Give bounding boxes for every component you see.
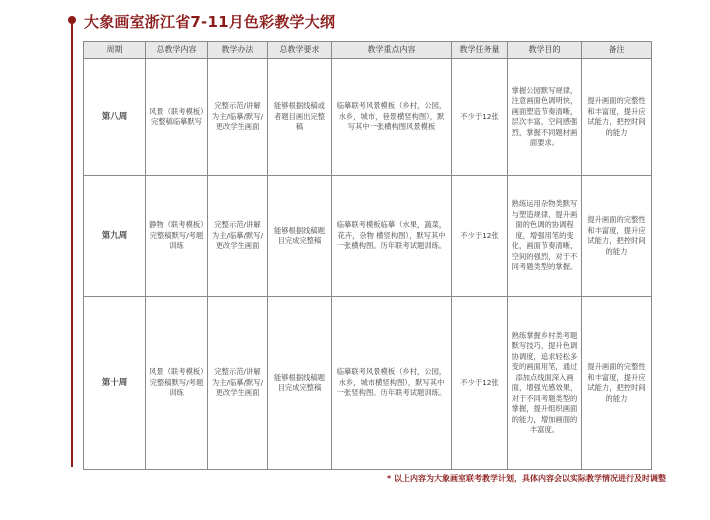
method-cell: 完整示范/讲解为主/临摹/默写/更改学生画面 [208, 176, 268, 297]
header-week: 周期 [84, 42, 146, 59]
content-cell: 静物（联考模板）完整稿默写/考题训练 [146, 176, 208, 297]
content-cell: 风景（联考模板）完整稿临摹默写 [146, 59, 208, 176]
header-remark: 备注 [582, 42, 652, 59]
requirement-cell: 能够根据线稿或者题目画出完整稿 [268, 59, 332, 176]
focus-cell: 临摹联考风景模板（乡村，公园，水乡，城市横竖构图），默写其中一张竖构图。历年联考试题训练。 [332, 297, 452, 470]
footnote: * 以上内容为大象画室联考教学计划，具体内容会以实际教学情况进行及时调整 [387, 474, 666, 483]
remark-cell: 提升画面的完整性和丰富度，提升应试能力，把控时间的能力 [582, 176, 652, 297]
purpose-cell: 掌握公园默写规律，注意画面色调明快，画面塑造节奏清晰，层次丰富，空间感强烈，掌握不同题材画面要求。 [508, 59, 582, 176]
remark-cell: 提升画面的完整性和丰富度，提升应试能力，把控时间的能力 [582, 59, 652, 176]
table-header-row [84, 42, 652, 59]
header-amount: 教学任务量 [452, 42, 508, 59]
header-purpose: 教学目的 [508, 42, 582, 59]
table-row [84, 59, 652, 176]
header-requirement: 总教学要求 [268, 42, 332, 59]
week-cell: 第九周 [84, 176, 146, 297]
content-cell: 风景（联考模板）完整稿默写/考题训练 [146, 297, 208, 470]
requirement-cell: 能够根据线稿题目完成完整稿 [268, 176, 332, 297]
remark-cell: 提升画面的完整性和丰富度，提升应试能力，把控时间的能力 [582, 297, 652, 470]
focus-cell: 临摹联考风景模板（乡村，公园，水乡，城市，巷景横竖构图），默写其中一张横构图风景模板 [332, 59, 452, 176]
page-title: 大象画室浙江省7-11月色彩教学大纲 [84, 13, 336, 31]
amount-cell: 不少于12张 [452, 297, 508, 470]
week-cell: 第八周 [84, 59, 146, 176]
requirement-cell: 能够根据线稿题目完成完整稿 [268, 297, 332, 470]
purpose-cell: 熟练掌握乡村类考题默写技巧，提升色调协调度，追求轻松多变的画面用笔，通过添加点线面深入画面，增强光感效果，对于不同考题类型的掌握，提升组织画面的能力，增加画面的丰富度。 [508, 297, 582, 470]
amount-cell: 不少于12张 [452, 59, 508, 176]
method-cell: 完整示范/讲解为主/临摹/默写/更改学生画面 [208, 297, 268, 470]
header-method: 教学办法 [208, 42, 268, 59]
table-row [84, 297, 652, 470]
week-cell: 第十周 [84, 297, 146, 470]
header-focus: 教学重点内容 [332, 42, 452, 59]
amount-cell: 不少于12张 [452, 176, 508, 297]
method-cell: 完整示范/讲解为主/临摹/默写/更改学生画面 [208, 59, 268, 176]
table-row [84, 176, 652, 297]
left-accent-line [71, 22, 73, 467]
syllabus-table [83, 41, 652, 470]
header-content: 总教学内容 [146, 42, 208, 59]
purpose-cell: 熟练运用杂物类默写与塑造规律，提升画面的色调的协调程度，增强用笔的变化，画面节奏清晰，空间的强烈，对于不同考题类型的掌握。 [508, 176, 582, 297]
focus-cell: 临摹联考模板临摹（水果，蔬菜，花卉，杂物 横竖构图），默写其中一张横构图。历年联考试题训练。 [332, 176, 452, 297]
